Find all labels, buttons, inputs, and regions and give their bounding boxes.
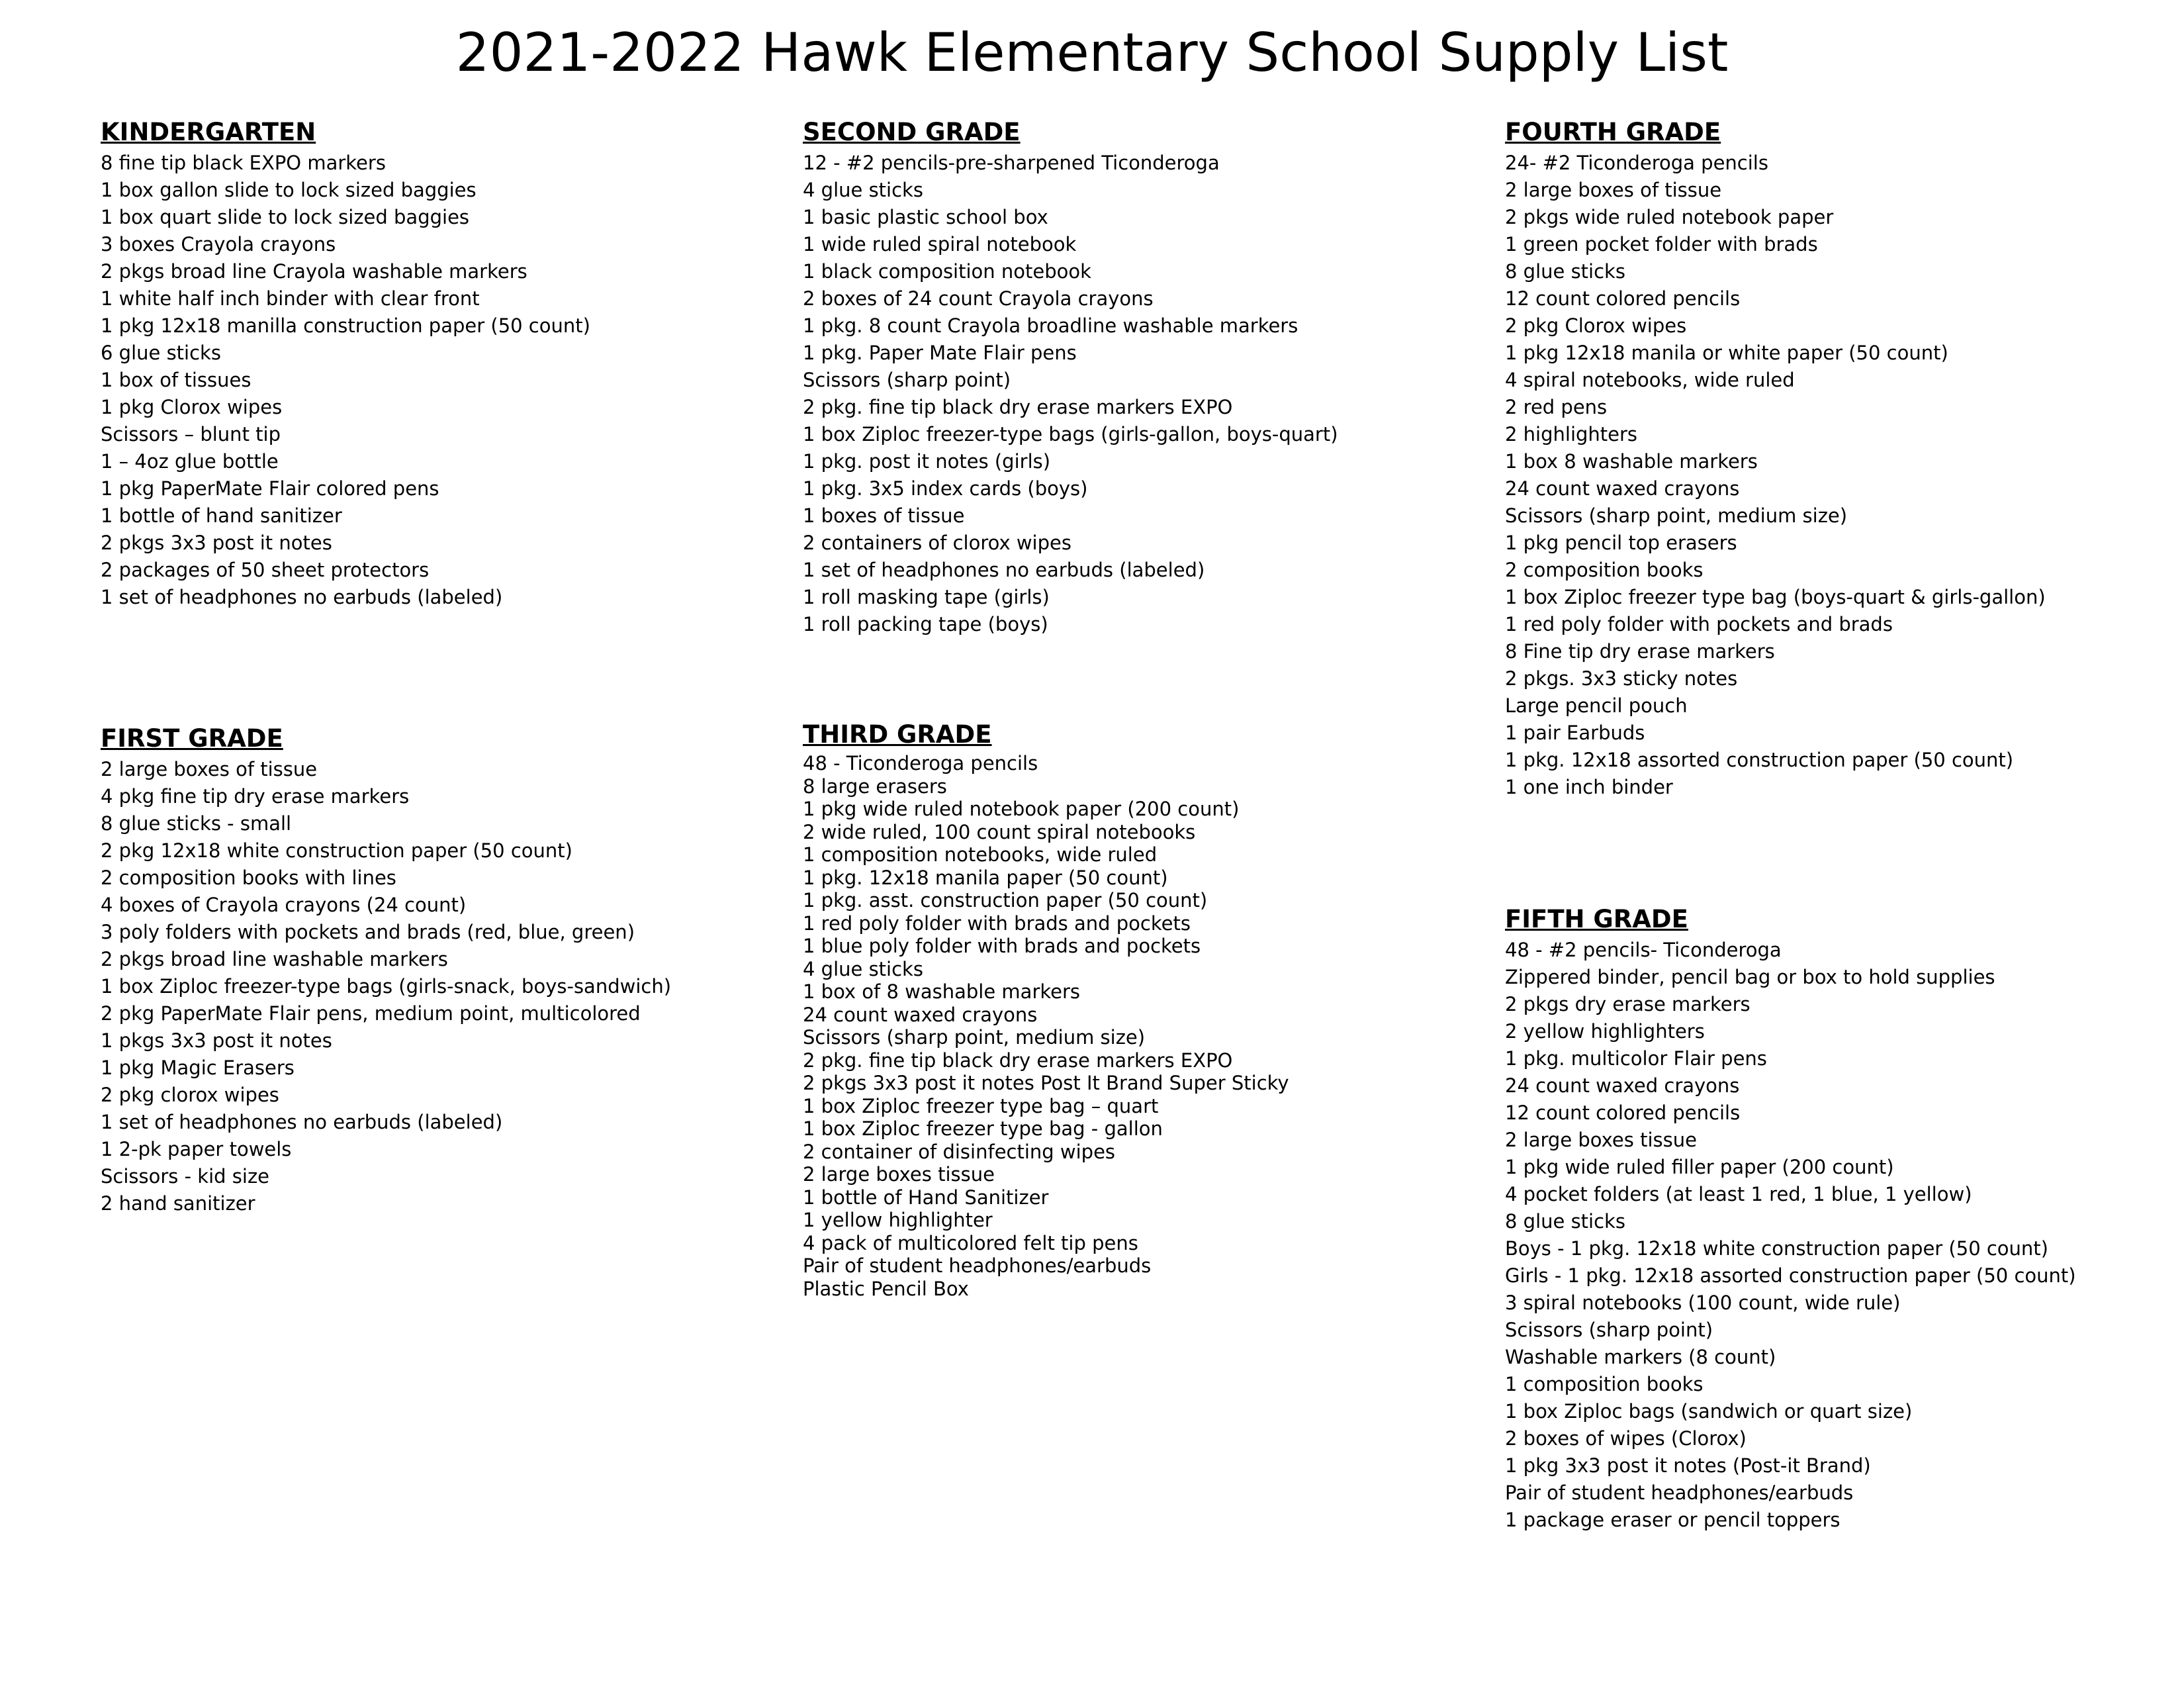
supply-item: Washable markers (8 count) [1505, 1346, 1776, 1368]
supply-item: 4 spiral notebooks, wide ruled [1505, 369, 1795, 391]
supply-list [1505, 937, 2076, 1534]
supply-item: 2 boxes of wipes (Clorox) [1505, 1427, 1747, 1450]
supply-item: 2 pkg PaperMate Flair pens, medium point, multicolored [101, 1002, 641, 1025]
supply-item: Plastic Pencil Box [803, 1277, 969, 1300]
supply-item: 1 pkg. asst. construction paper (50 count) [803, 889, 1208, 912]
supply-item: 2 large boxes of tissue [101, 758, 318, 780]
supply-item: 1 wide ruled spiral notebook [803, 233, 1077, 256]
supply-item: 1 one inch binder [1505, 776, 1673, 798]
supply-item: 1 pkg 3x3 post it notes (Post-it Brand) [1505, 1454, 1871, 1477]
supply-item: 1 basic plastic school box [803, 206, 1048, 228]
supply-item: 1 roll masking tape (girls) [803, 586, 1050, 608]
supply-item: 1 set of headphones no earbuds (labeled) [803, 559, 1205, 581]
supply-item: 1 pkg. 3x5 index cards (boys) [803, 477, 1088, 500]
supply-item: 2 pkgs 3x3 post it notes [101, 532, 332, 554]
supply-item: 8 Fine tip dry erase markers [1505, 640, 1775, 663]
supply-item: 1 box Ziploc freezer-type bags (girls-gallon, boys-quart) [803, 423, 1338, 445]
supply-item: 12 count colored pencils [1505, 1102, 1741, 1124]
supply-item: 1 box quart slide to lock sized baggies [101, 206, 470, 228]
supply-item: 1 pkg Magic Erasers [101, 1056, 295, 1079]
supply-item: 4 pocket folders (at least 1 red, 1 blue, 1 yellow) [1505, 1183, 1972, 1205]
supply-item: Scissors (sharp point) [1505, 1319, 1713, 1341]
supply-item: 1 box Ziploc freezer type bag – quart [803, 1094, 1159, 1117]
supply-item: 2 yellow highlighters [1505, 1020, 1705, 1043]
supply-item: 4 pack of multicolored felt tip pens [803, 1231, 1138, 1254]
supply-item: 2 large boxes of tissue [1505, 179, 1722, 201]
page-title: 2021-2022 Hawk Elementary School Supply List [455, 22, 1729, 83]
supply-item: 1 green pocket folder with brads [1505, 233, 1818, 256]
section-fifth-grade [1505, 905, 2076, 1534]
supply-item: 1 set of headphones no earbuds (labeled) [101, 1111, 503, 1133]
supply-item: 1 pkg PaperMate Flair colored pens [101, 477, 439, 500]
supply-item: 1 package eraser or pencil toppers [1505, 1509, 1841, 1531]
supply-item: Large pencil pouch [1505, 694, 1688, 717]
supply-item: 1 composition books [1505, 1373, 1704, 1395]
supply-item: 1 2-pk paper towels [101, 1138, 292, 1160]
supply-item: 6 glue sticks [101, 342, 221, 364]
supply-item: Pair of student headphones/earbuds [1505, 1481, 1854, 1504]
supply-item: 2 pkgs dry erase markers [1505, 993, 1751, 1015]
supply-item: 1 blue poly folder with brads and pockets [803, 935, 1201, 957]
supply-item: Scissors (sharp point) [803, 369, 1011, 391]
supply-item: 1 boxes of tissue [803, 504, 965, 527]
supply-item: 2 red pens [1505, 396, 1608, 418]
supply-item: 1 box of tissues [101, 369, 251, 391]
supply-item: 2 composition books [1505, 559, 1704, 581]
supply-item: 8 glue sticks [1505, 1210, 1625, 1233]
supply-item: Girls - 1 pkg. 12x18 assorted construction paper (50 count) [1505, 1264, 2076, 1287]
supply-item: 1 pkg. multicolor Flair pens [1505, 1047, 1767, 1070]
supply-item: 3 poly folders with pockets and brads (red, blue, green) [101, 921, 635, 943]
supply-item: 1 red poly folder with brads and pockets [803, 912, 1191, 935]
supply-item: 2 pkg. fine tip black dry erase markers EXPO [803, 396, 1233, 418]
supply-item: 1 red poly folder with pockets and brads [1505, 613, 1893, 635]
supply-list [101, 150, 590, 611]
supply-item: 2 pkgs. 3x3 sticky notes [1505, 667, 1738, 690]
section-heading: FIFTH GRADE [1505, 905, 1688, 933]
supply-item: 1 black composition notebook [803, 260, 1091, 283]
supply-item: 48 - Ticonderoga pencils [803, 752, 1038, 774]
supply-item: 1 box 8 washable markers [1505, 450, 1758, 473]
supply-item: 8 glue sticks [1505, 260, 1625, 283]
supply-item: 2 pkg Clorox wipes [1505, 314, 1687, 337]
supply-item: 1 pkg. post it notes (girls) [803, 450, 1051, 473]
supply-item: 2 pkgs wide ruled notebook paper [1505, 206, 1834, 228]
supply-item: 4 glue sticks [803, 957, 923, 980]
supply-item: 1 yellow highlighter [803, 1209, 993, 1231]
supply-item: 1 roll packing tape (boys) [803, 613, 1048, 635]
supply-item: 24 count waxed crayons [1505, 477, 1740, 500]
supply-item: 4 pkg fine tip dry erase markers [101, 785, 410, 808]
supply-item: 12 count colored pencils [1505, 287, 1741, 310]
supply-item: 1 composition notebooks, wide ruled [803, 843, 1158, 866]
supply-item: 1 pkg 12x18 manila or white paper (50 count) [1505, 342, 1948, 364]
supply-item: Scissors (sharp point, medium size) [1505, 504, 1848, 527]
supply-item: 2 large boxes tissue [1505, 1129, 1697, 1151]
supply-item: 2 composition books with lines [101, 867, 396, 889]
supply-item: 12 - #2 pencils-pre-sharpened Ticonderoga [803, 152, 1220, 174]
supply-item: 1 pkg Clorox wipes [101, 396, 283, 418]
supply-item: 2 pkgs broad line washable markers [101, 948, 448, 970]
supply-item: 4 boxes of Crayola crayons (24 count) [101, 894, 467, 916]
supply-list [803, 752, 1289, 1300]
supply-item: 1 white half inch binder with clear front [101, 287, 480, 310]
supply-item: 1 pkg. Paper Mate Flair pens [803, 342, 1077, 364]
supply-item: 1 pkg pencil top erasers [1505, 532, 1737, 554]
supply-item: 2 large boxes tissue [803, 1163, 995, 1186]
section-heading: FOURTH GRADE [1505, 118, 1721, 146]
section-third-grade [803, 720, 1289, 1300]
section-heading: FIRST GRADE [101, 724, 283, 753]
section-heading: SECOND GRADE [803, 118, 1021, 146]
supply-item: 2 containers of clorox wipes [803, 532, 1071, 554]
supply-item: 3 boxes Crayola crayons [101, 233, 336, 256]
supply-item: 1 box Ziploc bags (sandwich or quart size) [1505, 1400, 1913, 1423]
section-heading: KINDERGARTEN [101, 118, 316, 146]
supply-item: 2 pkg 12x18 white construction paper (50 count) [101, 839, 572, 862]
section-fourth-grade [1505, 118, 2046, 801]
supply-item: 2 packages of 50 sheet protectors [101, 559, 430, 581]
supply-item: 2 pkgs 3x3 post it notes Post It Brand Super Sticky [803, 1072, 1289, 1094]
supply-item: 1 pkg. 8 count Crayola broadline washable markers [803, 314, 1298, 337]
supply-item: 1 pkg wide ruled filler paper (200 count) [1505, 1156, 1894, 1178]
supply-item: 1 bottle of Hand Sanitizer [803, 1186, 1049, 1209]
supply-item: 1 pair Earbuds [1505, 722, 1645, 744]
supply-item: 2 pkg clorox wipes [101, 1084, 279, 1106]
supply-item: 3 spiral notebooks (100 count, wide rule) [1505, 1291, 1901, 1314]
supply-item: Scissors – blunt tip [101, 423, 281, 445]
section-heading: THIRD GRADE [803, 720, 992, 749]
section-kindergarten [101, 118, 590, 611]
supply-list [1505, 150, 2046, 801]
supply-item: 8 glue sticks - small [101, 812, 292, 835]
supply-item: 2 wide ruled, 100 count spiral notebooks [803, 820, 1196, 843]
supply-item: 2 container of disinfecting wipes [803, 1140, 1116, 1163]
supply-item: 2 hand sanitizer [101, 1192, 255, 1215]
supply-list [101, 756, 671, 1217]
supply-item: 1 pkg. 12x18 assorted construction paper (50 count) [1505, 749, 2014, 771]
supply-item: 24- #2 Ticonderoga pencils [1505, 152, 1768, 174]
supply-item: 1 box of 8 washable markers [803, 980, 1080, 1003]
supply-item: 1 box Ziploc freezer type bag - gallon [803, 1117, 1163, 1140]
supply-list [803, 150, 1338, 638]
supply-item: 2 pkg. fine tip black dry erase markers EXPO [803, 1049, 1233, 1072]
supply-item: 48 - #2 pencils- Ticonderoga [1505, 939, 1782, 961]
supply-item: 4 glue sticks [803, 179, 923, 201]
supply-item: 2 boxes of 24 count Crayola crayons [803, 287, 1154, 310]
supply-item: 2 pkgs broad line Crayola washable markers [101, 260, 527, 283]
supply-item: 1 – 4oz glue bottle [101, 450, 279, 473]
supply-item: 1 set of headphones no earbuds (labeled) [101, 586, 503, 608]
supply-item: Pair of student headphones/earbuds [803, 1254, 1152, 1277]
section-second-grade [803, 118, 1338, 638]
supply-item: 1 pkg 12x18 manilla construction paper (50 count) [101, 314, 590, 337]
supply-item: Scissors - kid size [101, 1165, 270, 1188]
supply-item: 1 box gallon slide to lock sized baggies [101, 179, 477, 201]
supply-item: 1 bottle of hand sanitizer [101, 504, 342, 527]
supply-item: Zippered binder, pencil bag or box to hold supplies [1505, 966, 1995, 988]
section-first-grade [101, 724, 671, 1217]
supply-item: Scissors (sharp point, medium size) [803, 1026, 1146, 1049]
supply-item: 1 pkgs 3x3 post it notes [101, 1029, 332, 1052]
supply-item: 2 highlighters [1505, 423, 1638, 445]
supply-item: 1 box Ziploc freezer type bag (boys-quart & girls-gallon) [1505, 586, 2046, 608]
supply-item: 24 count waxed crayons [1505, 1074, 1740, 1097]
supply-item: 1 box Ziploc freezer-type bags (girls-snack, boys-sandwich) [101, 975, 672, 998]
supply-item: 8 fine tip black EXPO markers [101, 152, 386, 174]
supply-item: 24 count waxed crayons [803, 1003, 1038, 1026]
supply-item: Boys - 1 pkg. 12x18 white construction paper (50 count) [1505, 1237, 2048, 1260]
supply-item: 8 large erasers [803, 774, 947, 798]
supply-item: 1 pkg wide ruled notebook paper (200 count) [803, 798, 1240, 820]
supply-item: 1 pkg. 12x18 manila paper (50 count) [803, 866, 1168, 889]
